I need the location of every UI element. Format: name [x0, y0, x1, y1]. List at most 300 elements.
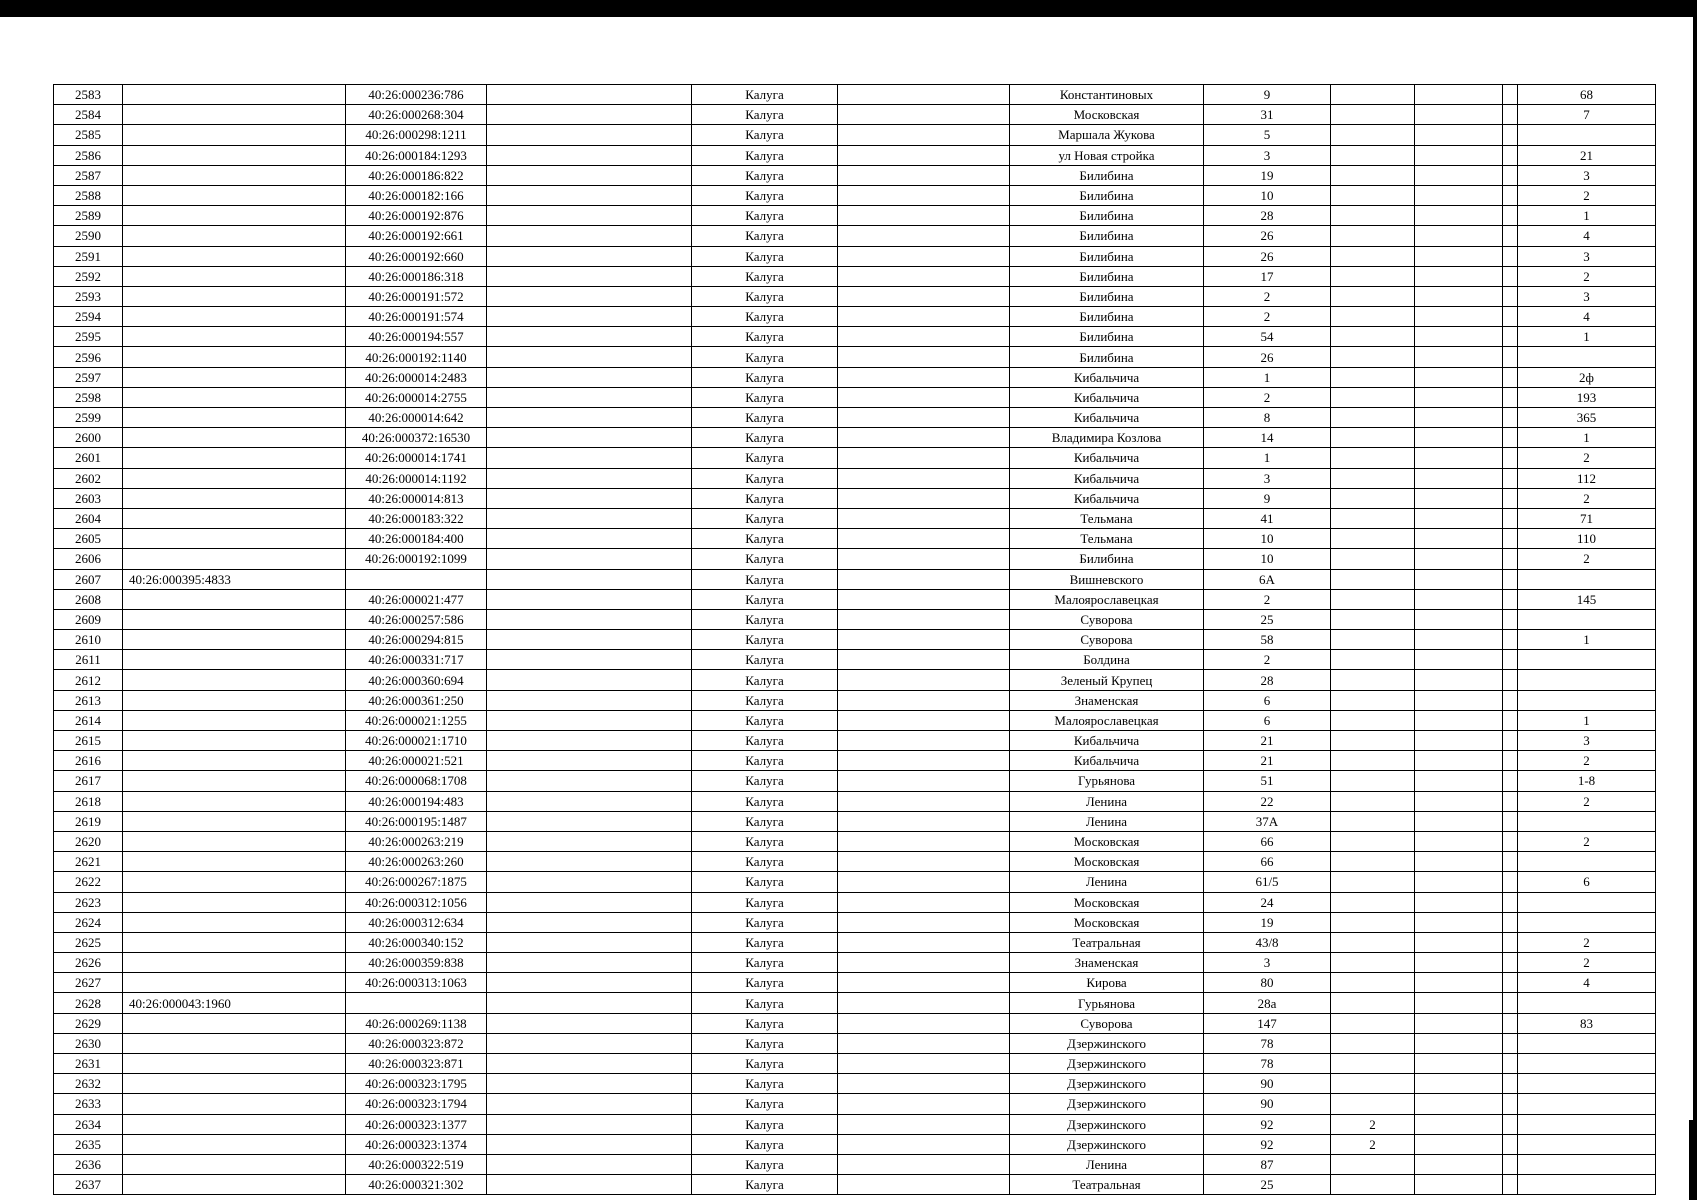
empty-cell: [1503, 206, 1518, 226]
empty-cell: [487, 1114, 692, 1134]
building-cadastral-cell: [123, 932, 346, 952]
street-cell: Болдина: [1010, 650, 1204, 670]
building-cell: [1331, 1074, 1415, 1094]
apartment-number-cell: [1518, 690, 1656, 710]
house-number-cell: 61/5: [1204, 872, 1331, 892]
street-cell: Маршала Жукова: [1010, 125, 1204, 145]
apartment-number-cell: [1518, 1175, 1656, 1195]
empty-cell: [487, 1033, 692, 1053]
apartment-number-cell: 3: [1518, 731, 1656, 751]
apartment-number-cell: [1518, 1054, 1656, 1074]
row-number-cell: 2592: [54, 266, 123, 286]
house-number-cell: 80: [1204, 973, 1331, 993]
city-cell: Калуга: [692, 852, 838, 872]
row-number-cell: 2593: [54, 286, 123, 306]
building-cadastral-cell: [123, 206, 346, 226]
apartment-number-cell: 3: [1518, 165, 1656, 185]
row-number-cell: 2626: [54, 953, 123, 973]
building-cadastral-cell: [123, 1175, 346, 1195]
table-row: [54, 589, 1656, 609]
building-cadastral-cell: [123, 791, 346, 811]
apartment-number-cell: 1-8: [1518, 771, 1656, 791]
empty-cell: [1415, 246, 1503, 266]
house-number-cell: 31: [1204, 105, 1331, 125]
empty-cell: [487, 892, 692, 912]
city-cell: Калуга: [692, 448, 838, 468]
table-row: [54, 529, 1656, 549]
table-row: [54, 811, 1656, 831]
cadastral-number-cell: 40:26:000340:152: [346, 932, 487, 952]
cadastral-number-cell: 40:26:000191:572: [346, 286, 487, 306]
street-cell: Дзержинского: [1010, 1074, 1204, 1094]
table-row: [54, 185, 1656, 205]
empty-cell: [487, 791, 692, 811]
city-cell: Калуга: [692, 387, 838, 407]
apartment-number-cell: [1518, 670, 1656, 690]
building-cadastral-cell: [123, 1154, 346, 1174]
apartment-number-cell: [1518, 1114, 1656, 1134]
apartment-number-cell: 1: [1518, 327, 1656, 347]
cadastral-number-cell: 40:26:000014:1192: [346, 468, 487, 488]
cadastral-number-cell: 40:26:000192:1099: [346, 549, 487, 569]
table-row: [54, 206, 1656, 226]
empty-cell: [487, 751, 692, 771]
building-cadastral-cell: [123, 751, 346, 771]
empty-cell: [487, 630, 692, 650]
table-row: [54, 892, 1656, 912]
empty-cell: [1415, 347, 1503, 367]
city-cell: Калуга: [692, 589, 838, 609]
empty-cell: [487, 286, 692, 306]
empty-cell: [1415, 327, 1503, 347]
empty-cell: [487, 710, 692, 730]
row-number-cell: 2595: [54, 327, 123, 347]
building-cadastral-cell: [123, 731, 346, 751]
empty-cell: [1503, 912, 1518, 932]
empty-cell: [487, 1074, 692, 1094]
street-cell: Кибальчича: [1010, 448, 1204, 468]
empty-cell: [1415, 165, 1503, 185]
building-cadastral-cell: [123, 650, 346, 670]
building-cadastral-cell: [123, 165, 346, 185]
table-row: [54, 165, 1656, 185]
empty-cell: [487, 670, 692, 690]
building-cadastral-cell: [123, 852, 346, 872]
apartment-number-cell: [1518, 650, 1656, 670]
street-cell: Билибина: [1010, 246, 1204, 266]
building-cadastral-cell: [123, 327, 346, 347]
cadastral-number-cell: 40:26:000323:1374: [346, 1134, 487, 1154]
street-cell: Билибина: [1010, 286, 1204, 306]
apartment-number-cell: 2: [1518, 751, 1656, 771]
empty-cell: [838, 206, 1010, 226]
empty-cell: [487, 1013, 692, 1033]
empty-cell: [487, 226, 692, 246]
city-cell: Калуга: [692, 206, 838, 226]
empty-cell: [838, 811, 1010, 831]
row-number-cell: 2606: [54, 549, 123, 569]
house-number-cell: 54: [1204, 327, 1331, 347]
empty-cell: [1503, 508, 1518, 528]
empty-cell: [487, 246, 692, 266]
empty-cell: [487, 408, 692, 428]
empty-cell: [1415, 1134, 1503, 1154]
empty-cell: [1503, 185, 1518, 205]
empty-cell: [838, 831, 1010, 851]
empty-cell: [1415, 549, 1503, 569]
building-cell: [1331, 1033, 1415, 1053]
row-number-cell: 2585: [54, 125, 123, 145]
empty-cell: [487, 589, 692, 609]
apartment-number-cell: 2: [1518, 185, 1656, 205]
city-cell: Калуга: [692, 609, 838, 629]
building-cell: [1331, 993, 1415, 1013]
scan-right-mark: [1689, 1120, 1697, 1200]
empty-cell: [838, 1114, 1010, 1134]
house-number-cell: 90: [1204, 1094, 1331, 1114]
row-number-cell: 2632: [54, 1074, 123, 1094]
row-number-cell: 2610: [54, 630, 123, 650]
city-cell: Калуга: [692, 872, 838, 892]
cadastral-number-cell: 40:26:000312:1056: [346, 892, 487, 912]
apartment-number-cell: 110: [1518, 529, 1656, 549]
house-number-cell: 10: [1204, 529, 1331, 549]
empty-cell: [1503, 791, 1518, 811]
empty-cell: [1503, 1114, 1518, 1134]
empty-cell: [487, 831, 692, 851]
empty-cell: [838, 609, 1010, 629]
house-number-cell: 78: [1204, 1033, 1331, 1053]
empty-cell: [1415, 932, 1503, 952]
empty-cell: [1503, 670, 1518, 690]
table-row: [54, 852, 1656, 872]
row-number-cell: 2589: [54, 206, 123, 226]
house-number-cell: 22: [1204, 791, 1331, 811]
empty-cell: [838, 165, 1010, 185]
cadastral-number-cell: 40:26:000014:2483: [346, 367, 487, 387]
empty-cell: [1503, 549, 1518, 569]
city-cell: Калуга: [692, 468, 838, 488]
empty-cell: [1415, 1154, 1503, 1174]
street-cell: Дзержинского: [1010, 1114, 1204, 1134]
building-cell: [1331, 529, 1415, 549]
empty-cell: [1503, 428, 1518, 448]
street-cell: Дзержинского: [1010, 1134, 1204, 1154]
empty-cell: [1415, 1013, 1503, 1033]
city-cell: Калуга: [692, 1074, 838, 1094]
empty-cell: [487, 85, 692, 105]
empty-cell: [1415, 468, 1503, 488]
row-number-cell: 2634: [54, 1114, 123, 1134]
building-cell: [1331, 185, 1415, 205]
empty-cell: [1503, 286, 1518, 306]
building-cell: [1331, 367, 1415, 387]
empty-cell: [838, 367, 1010, 387]
empty-cell: [1503, 347, 1518, 367]
empty-cell: [838, 710, 1010, 730]
building-cadastral-cell: [123, 1074, 346, 1094]
apartment-number-cell: 3: [1518, 286, 1656, 306]
empty-cell: [1503, 1033, 1518, 1053]
empty-cell: [838, 488, 1010, 508]
cadastral-number-cell: 40:26:000068:1708: [346, 771, 487, 791]
row-number-cell: 2629: [54, 1013, 123, 1033]
cadastral-number-cell: 40:26:000323:1794: [346, 1094, 487, 1114]
building-cell: [1331, 1175, 1415, 1195]
city-cell: Калуга: [692, 912, 838, 932]
city-cell: Калуга: [692, 105, 838, 125]
city-cell: Калуга: [692, 973, 838, 993]
street-cell: Московская: [1010, 105, 1204, 125]
empty-cell: [1415, 448, 1503, 468]
empty-cell: [1503, 125, 1518, 145]
table-row: [54, 973, 1656, 993]
city-cell: Калуга: [692, 811, 838, 831]
cadastral-number-cell: 40:26:000323:871: [346, 1054, 487, 1074]
row-number-cell: 2633: [54, 1094, 123, 1114]
cadastral-number-cell: 40:26:000312:634: [346, 912, 487, 932]
cadastral-number-cell: 40:26:000322:519: [346, 1154, 487, 1174]
street-cell: Билибина: [1010, 549, 1204, 569]
apartment-number-cell: [1518, 892, 1656, 912]
apartment-number-cell: 21: [1518, 145, 1656, 165]
row-number-cell: 2603: [54, 488, 123, 508]
house-number-cell: 147: [1204, 1013, 1331, 1033]
table-row: [54, 347, 1656, 367]
house-number-cell: 6: [1204, 710, 1331, 730]
building-cadastral-cell: [123, 367, 346, 387]
apartment-number-cell: 112: [1518, 468, 1656, 488]
table-row: [54, 408, 1656, 428]
cadastral-number-cell: 40:26:000184:400: [346, 529, 487, 549]
empty-cell: [1503, 892, 1518, 912]
empty-cell: [838, 1033, 1010, 1053]
building-cadastral-cell: [123, 1094, 346, 1114]
house-number-cell: 1: [1204, 367, 1331, 387]
building-cadastral-cell: [123, 125, 346, 145]
house-number-cell: 17: [1204, 266, 1331, 286]
city-cell: Калуга: [692, 226, 838, 246]
empty-cell: [838, 85, 1010, 105]
city-cell: Калуга: [692, 286, 838, 306]
empty-cell: [1503, 307, 1518, 327]
street-cell: Ленина: [1010, 791, 1204, 811]
city-cell: Калуга: [692, 569, 838, 589]
cadastral-number-cell: 40:26:000298:1211: [346, 125, 487, 145]
cadastral-number-cell: 40:26:000268:304: [346, 105, 487, 125]
empty-cell: [1415, 852, 1503, 872]
empty-cell: [838, 468, 1010, 488]
house-number-cell: 92: [1204, 1114, 1331, 1134]
empty-cell: [1503, 751, 1518, 771]
empty-cell: [1503, 690, 1518, 710]
house-number-cell: 3: [1204, 468, 1331, 488]
cadastral-number-cell: 40:26:000183:322: [346, 508, 487, 528]
building-cadastral-cell: [123, 1054, 346, 1074]
city-cell: Калуга: [692, 650, 838, 670]
building-cell: 2: [1331, 1114, 1415, 1134]
empty-cell: [838, 771, 1010, 791]
building-cadastral-cell: [123, 589, 346, 609]
row-number-cell: 2588: [54, 185, 123, 205]
row-number-cell: 2584: [54, 105, 123, 125]
city-cell: Калуга: [692, 1054, 838, 1074]
empty-cell: [838, 226, 1010, 246]
table-row: [54, 932, 1656, 952]
street-cell: Ленина: [1010, 872, 1204, 892]
table-row: [54, 468, 1656, 488]
cadastral-number-cell: 40:26:000294:815: [346, 630, 487, 650]
cadastral-number-cell: 40:26:000184:1293: [346, 145, 487, 165]
empty-cell: [838, 105, 1010, 125]
building-cell: [1331, 468, 1415, 488]
cadastral-number-cell: 40:26:000323:1795: [346, 1074, 487, 1094]
empty-cell: [1415, 145, 1503, 165]
city-cell: Калуга: [692, 307, 838, 327]
empty-cell: [487, 206, 692, 226]
building-cadastral-cell: [123, 468, 346, 488]
empty-cell: [1503, 609, 1518, 629]
apartment-number-cell: 1: [1518, 630, 1656, 650]
empty-cell: [838, 731, 1010, 751]
building-cell: [1331, 630, 1415, 650]
table-row: [54, 125, 1656, 145]
street-cell: Кибальчича: [1010, 468, 1204, 488]
row-number-cell: 2601: [54, 448, 123, 468]
row-number-cell: 2609: [54, 609, 123, 629]
street-cell: Тельмана: [1010, 508, 1204, 528]
row-number-cell: 2630: [54, 1033, 123, 1053]
table-row: [54, 1134, 1656, 1154]
cadastral-number-cell: [346, 569, 487, 589]
street-cell: Дзержинского: [1010, 1054, 1204, 1074]
house-number-cell: 6А: [1204, 569, 1331, 589]
building-cell: [1331, 912, 1415, 932]
street-cell: Гурьянова: [1010, 993, 1204, 1013]
street-cell: Малоярославецкая: [1010, 710, 1204, 730]
table-row: [54, 266, 1656, 286]
city-cell: Калуга: [692, 246, 838, 266]
city-cell: Калуга: [692, 993, 838, 1013]
row-number-cell: 2628: [54, 993, 123, 1013]
empty-cell: [1415, 85, 1503, 105]
empty-cell: [487, 973, 692, 993]
building-cadastral-cell: [123, 347, 346, 367]
empty-cell: [1503, 872, 1518, 892]
row-number-cell: 2604: [54, 508, 123, 528]
city-cell: Калуга: [692, 145, 838, 165]
apartment-number-cell: 4: [1518, 973, 1656, 993]
empty-cell: [838, 670, 1010, 690]
city-cell: Калуга: [692, 327, 838, 347]
empty-cell: [487, 1175, 692, 1195]
building-cell: [1331, 831, 1415, 851]
table-row: [54, 145, 1656, 165]
empty-cell: [487, 569, 692, 589]
building-cell: [1331, 125, 1415, 145]
empty-cell: [838, 892, 1010, 912]
building-cell: [1331, 569, 1415, 589]
empty-cell: [838, 307, 1010, 327]
building-cadastral-cell: [123, 771, 346, 791]
empty-cell: [1415, 1094, 1503, 1114]
empty-cell: [487, 549, 692, 569]
city-cell: Калуга: [692, 125, 838, 145]
table-row: [54, 751, 1656, 771]
table-row: [54, 953, 1656, 973]
empty-cell: [1503, 327, 1518, 347]
building-cell: [1331, 852, 1415, 872]
street-cell: Суворова: [1010, 609, 1204, 629]
building-cell: [1331, 226, 1415, 246]
row-number-cell: 2627: [54, 973, 123, 993]
empty-cell: [1415, 1054, 1503, 1074]
cadastral-number-cell: 40:26:000182:166: [346, 185, 487, 205]
apartment-number-cell: 2: [1518, 831, 1656, 851]
empty-cell: [838, 932, 1010, 952]
empty-cell: [1415, 569, 1503, 589]
empty-cell: [487, 488, 692, 508]
empty-cell: [487, 1054, 692, 1074]
cadastral-number-cell: 40:26:000323:872: [346, 1033, 487, 1053]
house-number-cell: 2: [1204, 307, 1331, 327]
row-number-cell: 2631: [54, 1054, 123, 1074]
house-number-cell: 5: [1204, 125, 1331, 145]
street-cell: Театральная: [1010, 932, 1204, 952]
apartment-number-cell: 145: [1518, 589, 1656, 609]
cadastral-number-cell: 40:26:000194:483: [346, 791, 487, 811]
empty-cell: [487, 105, 692, 125]
house-number-cell: 19: [1204, 165, 1331, 185]
street-cell: Театральная: [1010, 1175, 1204, 1195]
building-cell: [1331, 791, 1415, 811]
empty-cell: [1415, 206, 1503, 226]
row-number-cell: 2590: [54, 226, 123, 246]
empty-cell: [1415, 508, 1503, 528]
house-number-cell: 21: [1204, 751, 1331, 771]
house-number-cell: 28: [1204, 206, 1331, 226]
empty-cell: [838, 993, 1010, 1013]
cadastral-number-cell: 40:26:000191:574: [346, 307, 487, 327]
empty-cell: [1503, 226, 1518, 246]
cadastral-number-cell: 40:26:000186:318: [346, 266, 487, 286]
empty-cell: [1415, 690, 1503, 710]
empty-cell: [487, 367, 692, 387]
empty-cell: [838, 1013, 1010, 1033]
city-cell: Калуга: [692, 508, 838, 528]
building-cadastral-cell: [123, 710, 346, 730]
building-cell: [1331, 1013, 1415, 1033]
building-cadastral-cell: [123, 1134, 346, 1154]
cadastral-number-cell: [346, 993, 487, 1013]
empty-cell: [1415, 993, 1503, 1013]
building-cell: [1331, 650, 1415, 670]
building-cell: [1331, 266, 1415, 286]
cadastral-number-cell: 40:26:000186:822: [346, 165, 487, 185]
city-cell: Калуга: [692, 710, 838, 730]
apartment-number-cell: [1518, 1154, 1656, 1174]
table-row: [54, 872, 1656, 892]
street-cell: Вишневского: [1010, 569, 1204, 589]
table-row: [54, 1033, 1656, 1053]
empty-cell: [1503, 1054, 1518, 1074]
building-cell: [1331, 811, 1415, 831]
table-row: [54, 307, 1656, 327]
house-number-cell: 10: [1204, 549, 1331, 569]
cadastral-number-cell: 40:26:000267:1875: [346, 872, 487, 892]
building-cell: [1331, 85, 1415, 105]
building-cadastral-cell: [123, 872, 346, 892]
